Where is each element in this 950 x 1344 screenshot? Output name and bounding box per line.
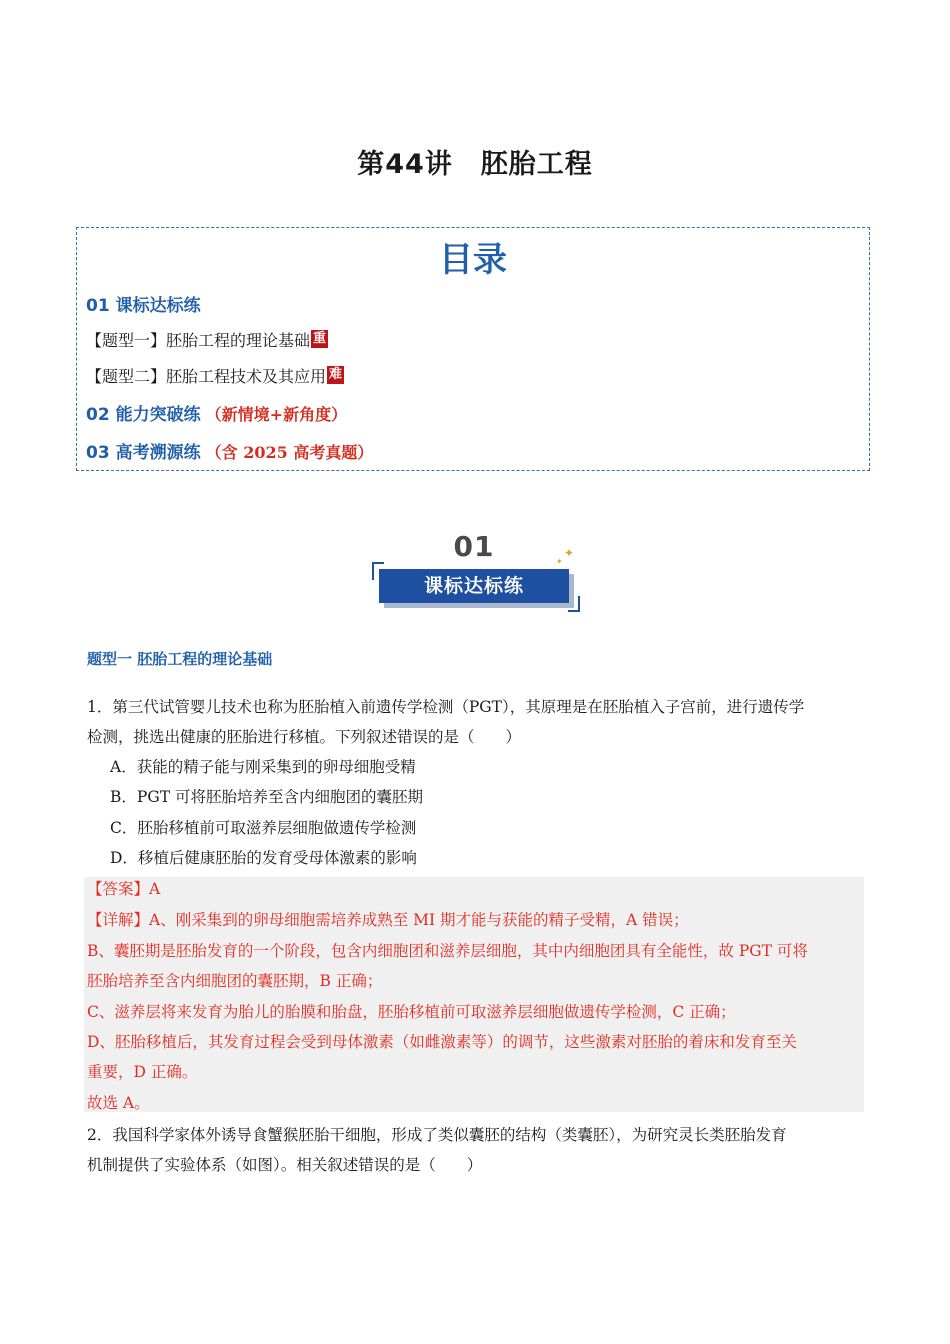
toc-item-section-3[interactable] — [86, 438, 373, 463]
section-banner — [370, 530, 582, 612]
explanation-line: 重要，D 正确。 — [87, 1063, 198, 1081]
explanation-line: 故选 A。 — [87, 1094, 150, 1112]
option-d[interactable]: D．移植后健康胚胎的发育受母体激素的影响 — [110, 849, 417, 867]
sparkle-icon: ✦ — [564, 546, 575, 560]
banner-corner-right — [568, 596, 580, 612]
key-point-badge: 重 — [313, 331, 327, 346]
toc-item-note: （新情境+新角度） — [205, 405, 348, 424]
page-title: 第44讲 胚胎工程 — [357, 149, 593, 180]
explanation-line: D、胚胎移植后，其发育过程会受到母体激素（如雌激素等）的调节，这些激素对胚胎的着床和发育至关 — [87, 1033, 797, 1051]
answer-text: 【答案】A — [87, 880, 161, 898]
question-1-stem — [87, 692, 867, 752]
table-of-contents — [76, 227, 870, 471]
toc-item-type-2[interactable] — [86, 364, 344, 387]
question-type-title: 题型一 胚胎工程的理论基础 — [87, 650, 273, 668]
explanation-line: 【详解】A、刚采集到的卵母细胞需培养成熟至 MI 期才能与获能的精子受精，A 错误； — [87, 911, 689, 929]
stem-line: 2．我国科学家体外诱导食蟹猴胚胎干细胞，形成了类似囊胚的结构（类囊胚），为研究灵长类胚胎发育 — [87, 1126, 787, 1144]
explanation-line: B、囊胚期是胚胎发育的一个阶段，包含内细胞团和滋养层细胞，其中内细胞团具有全能性，故 PGT 可将 — [87, 942, 808, 960]
option-a[interactable]: A．获能的精子能与刚采集到的卵母细胞受精 — [110, 758, 416, 776]
toc-heading: 目录 — [439, 240, 507, 280]
toc-item-label: 【题型二】胚胎工程技术及其应用 — [86, 367, 327, 386]
toc-item-label: 02 能力突破练 — [86, 405, 201, 425]
option-b[interactable]: B．PGT 可将胚胎培养至含内细胞团的囊胚期 — [110, 788, 423, 806]
question-2-stem — [87, 1120, 867, 1180]
stem-line: 1．第三代试管婴儿技术也称为胚胎植入前遗传学检测（PGT），其原理是在胚胎植入子宫前，进行遗传学 — [87, 698, 805, 716]
toc-item-note: （含 2025 高考真题） — [205, 443, 374, 462]
stem-line: 检测，挑选出健康的胚胎进行移植。下列叙述错误的是（ ） — [87, 728, 522, 746]
banner-label: 课标达标练 — [379, 569, 569, 603]
difficulty-badge: 难 — [329, 367, 343, 382]
toc-item-section-2[interactable] — [86, 400, 347, 425]
option-c[interactable]: C．胚胎移植前可取滋养层细胞做遗传学检测 — [110, 819, 417, 837]
explanation-line: C、滋养层将来发育为胎儿的胎膜和胎盘，胚胎移植前可取滋养层细胞做遗传学检测，C 正确； — [87, 1003, 736, 1021]
sparkle-icon: ✦ — [556, 557, 563, 566]
toc-item-section-1[interactable]: 01 课标达标练 — [86, 296, 201, 316]
toc-item-label: 03 高考溯源练 — [86, 443, 201, 463]
toc-item-type-1[interactable] — [86, 328, 328, 351]
toc-item-label: 【题型一】胚胎工程的理论基础 — [86, 331, 311, 350]
explanation-line: 胚胎培养至含内细胞团的囊胚期，B 正确； — [87, 972, 383, 990]
stem-line: 机制提供了实验体系（如图）。相关叙述错误的是（ ） — [87, 1156, 483, 1174]
banner-number: 01 — [453, 530, 495, 563]
